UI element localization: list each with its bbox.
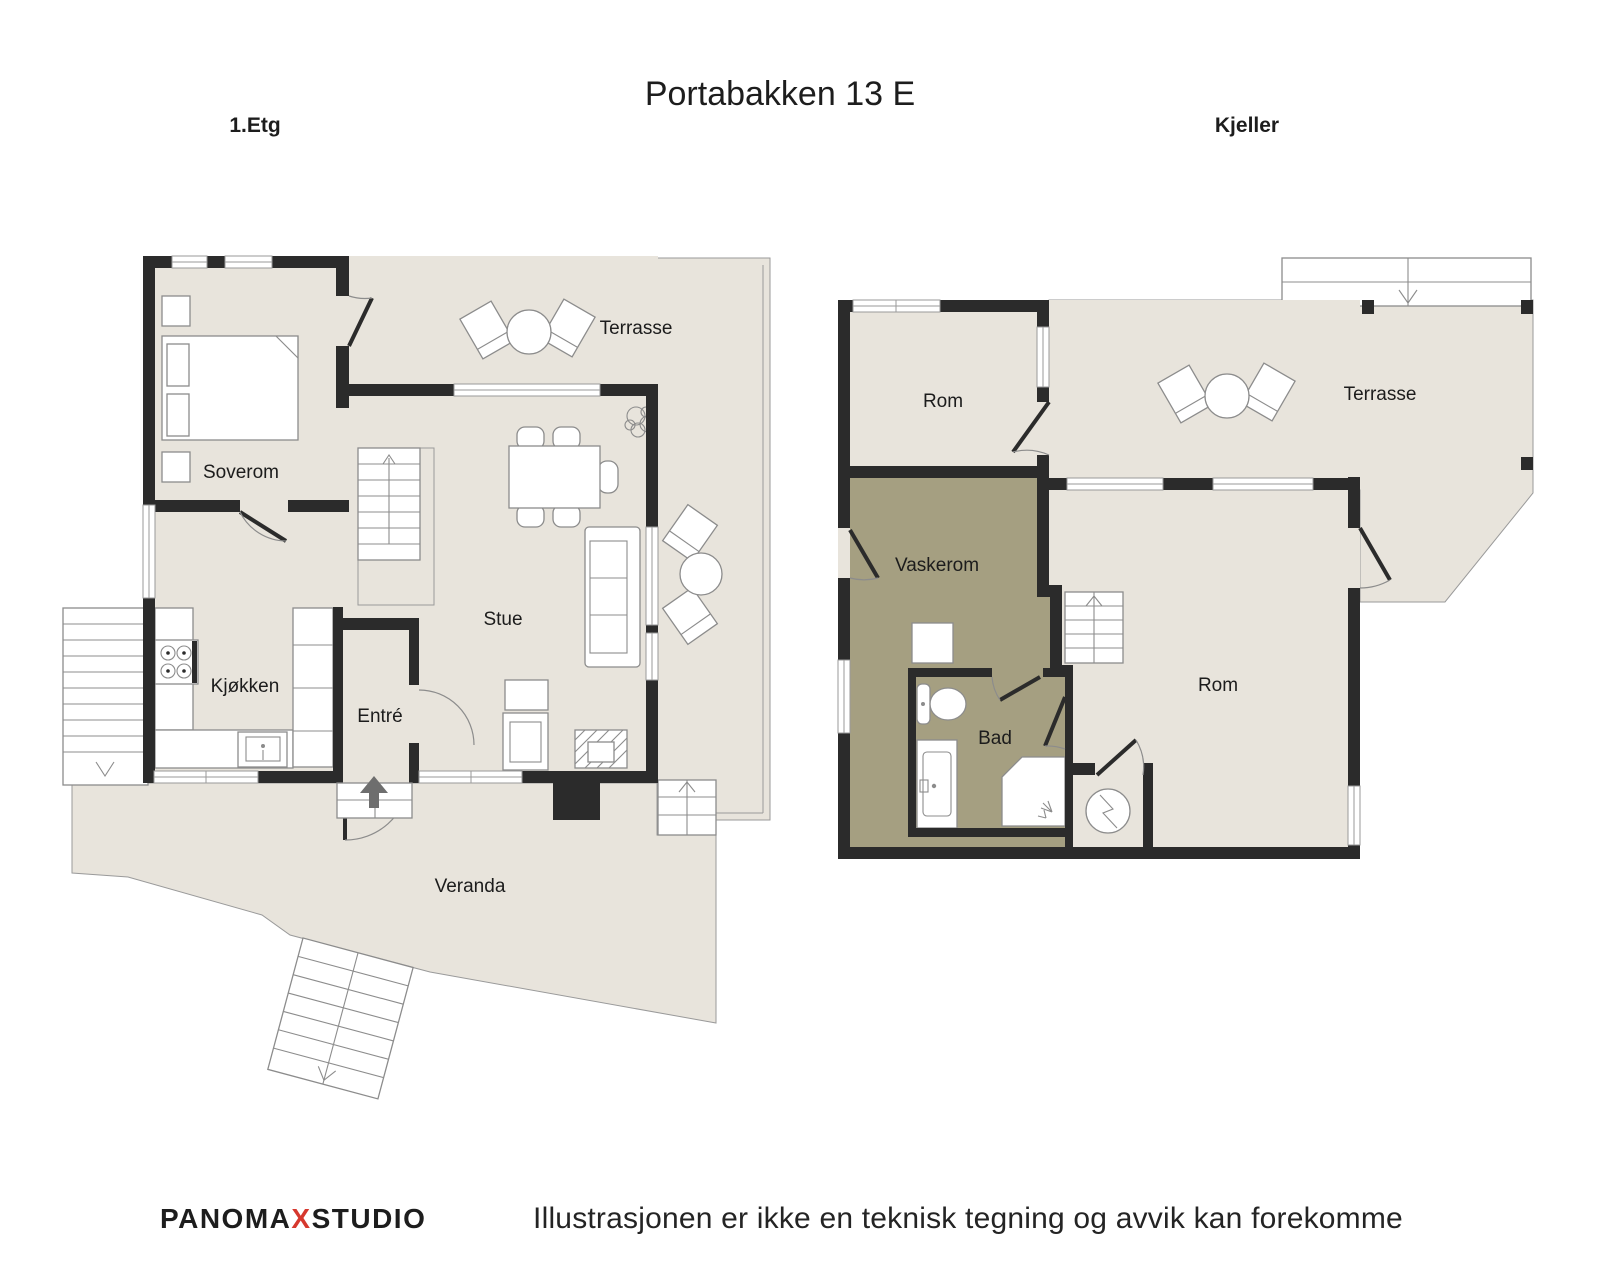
veranda-stairs-down-icon [268,938,413,1099]
chimney [553,783,600,820]
room-label-veranda: Veranda [434,876,506,897]
logo-panomaxstudio: PANOMAXSTUDIO [160,1203,427,1234]
corner-shower-icon [1002,757,1065,826]
floor-label-basement: Kjeller [1214,114,1280,137]
sofa-icon [585,527,640,667]
page-title: Portabakken 13 E [644,75,916,113]
bathroom-vanity-icon [917,740,957,828]
room-label-vaskerom: Vaskerom [894,555,980,576]
terrace-post [1521,457,1533,470]
room-label-stue: Stue [483,609,523,630]
nightstand-icon [162,296,190,326]
room-label-terrasse: Terrasse [1343,384,1417,405]
room-label-entre: Entré [357,706,403,727]
fireplace-icon [575,730,627,768]
room-label-bad: Bad [978,728,1012,749]
room-label-soverom: Soverom [202,462,280,483]
exterior-stairs-down-icon [63,608,148,785]
room-label-kjokken: Kjøkken [210,676,280,697]
terrace-post [1362,300,1374,314]
nightstand-icon [162,452,190,482]
side-table-icon [505,680,548,710]
double-bed-icon [162,336,298,440]
terrace-post [1521,300,1533,314]
disclaimer-text: Illustrasjonen er ikke en teknisk tegning og avvik kan forekomme [533,1202,1403,1235]
water-heater-icon [1086,789,1130,833]
exterior-stairs-down-icon [1282,258,1531,306]
washing-machine-icon [912,623,953,663]
stove-icon [155,640,198,684]
interior-stairs-up-icon [1065,592,1123,663]
plan-first-floor [63,256,770,1099]
room-label-terrasse: Terrasse [599,318,673,339]
floor-label-first: 1.Etg [229,114,281,137]
plan-basement [838,258,1533,859]
footer [160,1202,1403,1235]
room-label-rom1: Rom [922,391,964,412]
terrace-stairs-icon [658,780,716,835]
kitchen-sink-icon [238,732,287,767]
room-label-rom2: Rom [1197,675,1239,696]
armchair-icon [503,713,548,770]
